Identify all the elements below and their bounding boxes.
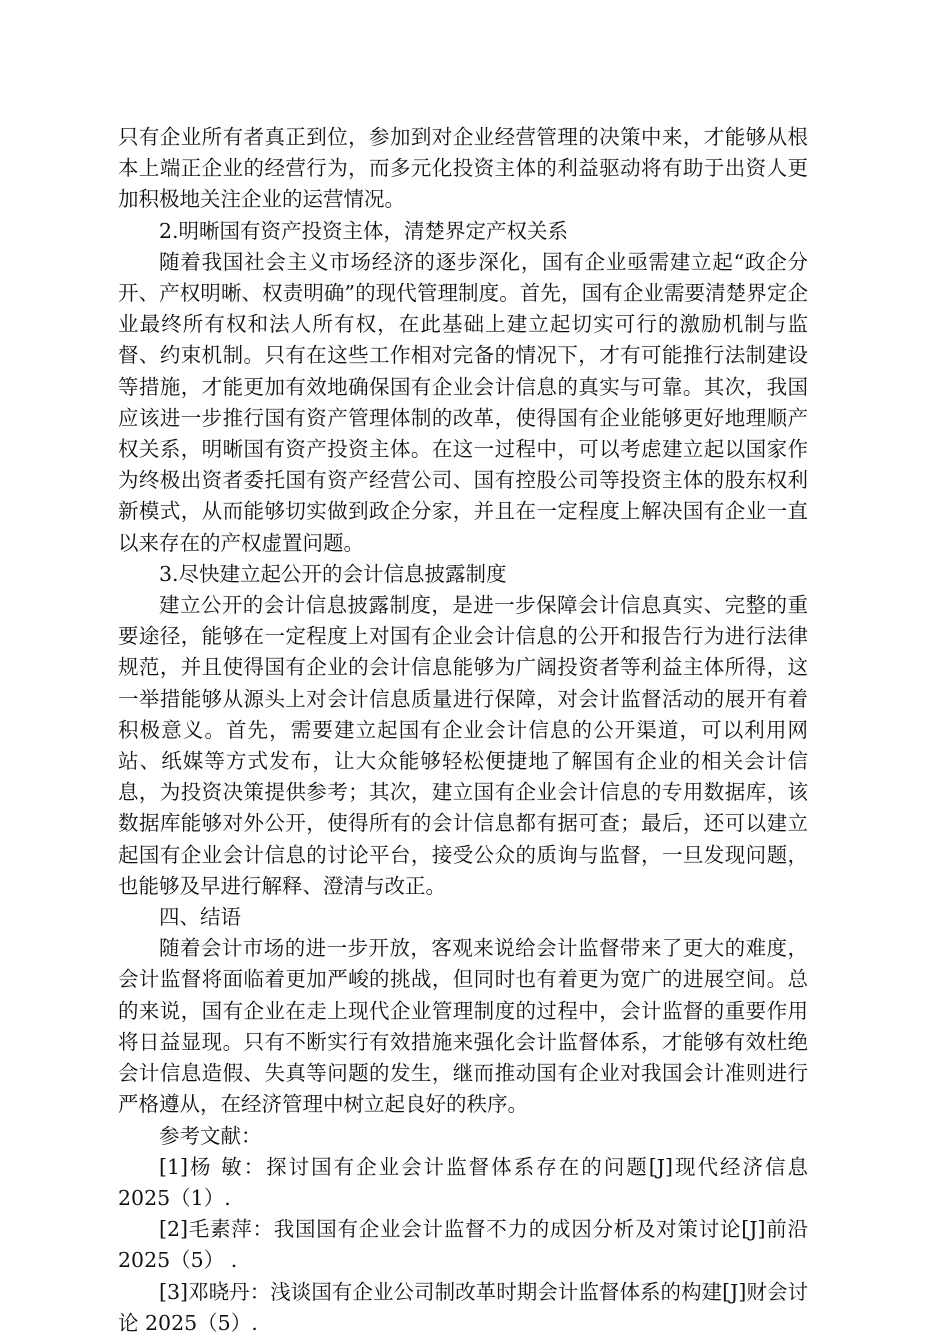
paragraph-property-rights: 随着我国社会主义市场经济的逐步深化，国有企业亟需建立起“政企分开、产权明晰、权责明确”的现代管理制度。首先，国有企业需要清楚界定企业最终所有权和法人所有权，在此基础上建立起切实可行的激励机制与监督、约束机制。只有在这些工作相对完备的情况下，才有可能推行法制建设等措施，才能更加有效地确保国有企业会计信息的真实与可靠。其次，我国应该进一步推行国有资产管理体制的改革，使得国有企业能够更好地理顺产权关系，明晰国有资产投资主体。在这一过程中，可以考虑建立起以国家作为终极出资者委托国有资产经营公司、国有控股公司等投资主体的股东权利新模式，从而能够切实做到政企分家，并且在一定程度上解决国有企业一直以来存在的产权虚置问题。 xyxy=(118,249,808,555)
reference-item-3: [3]邓晓丹：浅谈国有企业公司制改革时期会计监督体系的构建[J]财会讨论 2025（5）. xyxy=(118,1279,808,1335)
reference-item-2: [2]毛素萍：我国国有企业会计监督不力的成因分析及对策讨论[J]前沿 2025（5） . xyxy=(118,1217,808,1273)
paragraph-conclusion: 随着会计市场的进一步开放，客观来说给会计监督带来了更大的难度，会计监督将面临着更加严峻的挑战，但同时也有着更为宽广的进展空间。总的来说，国有企业在走上现代企业管理制度的过程中，会计监督的重要作用将日益显现。只有不断实行有效措施来强化会计监督体系，才能够有效杜绝会计信息造假、失真等问题的发生，继而推动国有企业对我国会计准则进行严格遵从，在经济管理中树立起良好的秩序。 xyxy=(118,936,808,1117)
paragraph-continuation: 只有企业所有者真正到位，参加到对企业经营管理的决策中来，才能够从根本上端正企业的经营行为，而多元化投资主体的利益驱动将有助于出资人更加积极地关注企业的运营情况。 xyxy=(118,125,808,212)
references-heading: 参考文献： xyxy=(159,1123,262,1148)
section-heading-2: 2.明晰国有资产投资主体，清楚界定产权关系 xyxy=(159,218,569,243)
reference-item-1: [1]杨 敏：探讨国有企业会计监督体系存在的问题[J]现代经济信息 2025（1）. xyxy=(118,1154,808,1210)
paragraph-disclosure: 建立公开的会计信息披露制度，是进一步保障会计信息真实、完整的重要途径，能够在一定程度上对国有企业会计信息的公开和报告行为进行法律规范，并且使得国有企业的会计信息能够为广阔投资者等利益主体所得，这一举措能够从源头上对会计信息质量进行保障，对会计监督活动的展开有着积极意义。首先，需要建立起国有企业会计信息的公开渠道，可以利用网站、纸媒等方式发布，让大众能够轻松便捷地了解国有企业的相关会计信息，为投资决策提供参考；其次，建立国有企业会计信息的专用数据库，该数据库能够对外公开，使得所有的会计信息都有据可查；最后，还可以建立起国有企业会计信息的讨论平台，接受公众的质询与监督，一旦发现问题，也能够及早进行解释、澄清与改正。 xyxy=(118,593,808,898)
section-heading-3: 3.尽快建立起公开的会计信息披露制度 xyxy=(159,561,507,586)
document-page xyxy=(118,122,808,1339)
section-heading-conclusion: 四、结语 xyxy=(159,905,241,930)
